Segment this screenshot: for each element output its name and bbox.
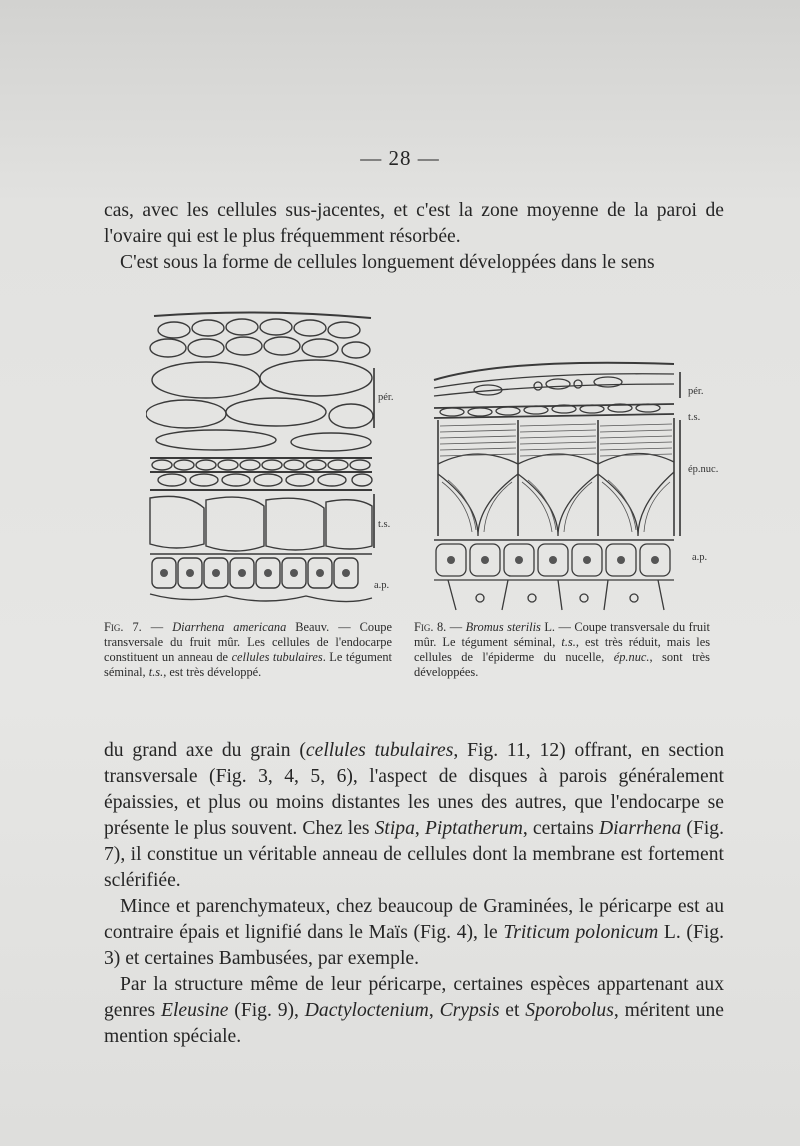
fig8-label-epnuc: ép.nuc. — [688, 464, 719, 475]
intro-paragraph — [104, 198, 724, 276]
intro-line-2: C'est sous la forme de cellules longuement développées dans le sens — [120, 252, 655, 273]
p3-text-d: et — [499, 1000, 526, 1021]
fig8-caption-species: Bromus sterilis — [465, 620, 541, 634]
intro-line-1: cas, avec les cellules sus-jacentes, et c'est la zone moyenne de la paroi de l'ovaire qui est le plus fréquemment résorbée. — [104, 200, 724, 247]
p3-genus-eleusine: Eleusine — [160, 1000, 229, 1021]
fig8-caption-abbr2: ép.nuc. — [613, 650, 650, 664]
fig8-label-ap: a.p. — [692, 552, 708, 563]
fig7-label-per: pér. — [378, 392, 394, 403]
figure-8-drawing — [428, 354, 688, 616]
fig8-label-per: pér. — [688, 386, 704, 397]
figure-7-drawing — [146, 308, 376, 608]
figure-7-illustration — [146, 308, 376, 608]
body-paragraph-1 — [104, 738, 724, 894]
body-paragraph-3 — [104, 972, 724, 1050]
p3-text-b: (Fig. 9), — [228, 1000, 305, 1021]
p1-genus-stipa: Stipa — [374, 818, 415, 839]
p1-genus-diarrhena: Diarrhena — [598, 818, 682, 839]
p3-text-a: Par la structure même de leur péricarpe, certaines espèces appartenant aux genres — [104, 974, 724, 1021]
p2-text-a: Mince et parenchymateux, chez beaucoup de Graminées, le péricarpe est au contraire épais et lignifié dans le Maïs (Fig. 4), le — [104, 896, 724, 943]
fig7-caption-abbr: t.s. — [148, 665, 164, 679]
fig8-caption-author: L. — Coupe transversale du fruit mûr. Le tégument séminal, — [414, 620, 710, 649]
fig7-caption-species: Diarrhena americana — [172, 620, 287, 634]
p3-genus-crypsis: Crypsis — [439, 1000, 500, 1021]
fig8-label-ts: t.s. — [688, 412, 701, 423]
p1-term: cellules tubulaires — [305, 740, 454, 761]
p1-text-e: (Fig. 7), il constitue un véritable anneau de cellules dont la membrane est fortement sclérifiée. — [104, 818, 724, 891]
figure-8-illustration — [428, 354, 688, 616]
body-paragraph-2 — [104, 894, 724, 972]
p3-genus-dactyloctenium: Dactyloctenium — [304, 1000, 429, 1021]
fig7-caption-middle: . Le tégument séminal, — [104, 650, 392, 679]
fig8-caption-middle: , est très réduit, mais les cellules de l'épiderme du nucelle, — [414, 635, 711, 664]
fig7-caption-term: cellules tubulaires — [231, 650, 323, 664]
p1-text-d: , certains — [522, 818, 599, 839]
fig7-caption-end: , est très développé. — [163, 665, 262, 679]
p3-text-e: , méritent une mention spéciale. — [104, 1000, 725, 1047]
p1-text-a: du grand axe du grain ( — [104, 740, 306, 761]
page-number: — 28 — — [360, 146, 440, 170]
fig7-label-ts: t.s. — [378, 519, 391, 530]
fig8-caption-end: , sont très développées. — [414, 650, 710, 679]
fig7-caption-author: Beauv. — Coupe transversale du fruit mûr. Les cellules de l'endocarpe constituent un anneau de — [104, 620, 392, 664]
p2-species-triticum: Triticum polonicum — [503, 922, 659, 943]
body-text — [104, 738, 724, 1050]
fig8-caption-prefix: Fig. 8. — — [414, 620, 466, 634]
p3-text-c: , — [428, 1000, 440, 1021]
p1-genus-piptatherum: Piptatherum — [424, 818, 523, 839]
p1-text-c: , — [414, 818, 425, 839]
figure-7-caption — [104, 620, 392, 680]
p1-text-b: , Fig. 11, 12) offrant, en section transversale (Fig. 3, 4, 5, 6), l'aspect de disques à parois généralement épaissies, et plus ou moins distantes les unes des autres, que l'endocarpe se présente le plus souvent. Chez les — [104, 740, 724, 839]
p2-text-b: L. (Fig. 3) et certaines Bambusées, par exemple. — [104, 922, 724, 969]
fig7-caption-prefix: Fig. 7. — — [104, 620, 173, 634]
fig8-caption-abbr: t.s. — [561, 635, 576, 649]
p3-genus-sporobolus: Sporobolus — [525, 1000, 614, 1021]
figure-8-caption — [414, 620, 710, 680]
fig7-label-ap: a.p. — [374, 580, 390, 591]
